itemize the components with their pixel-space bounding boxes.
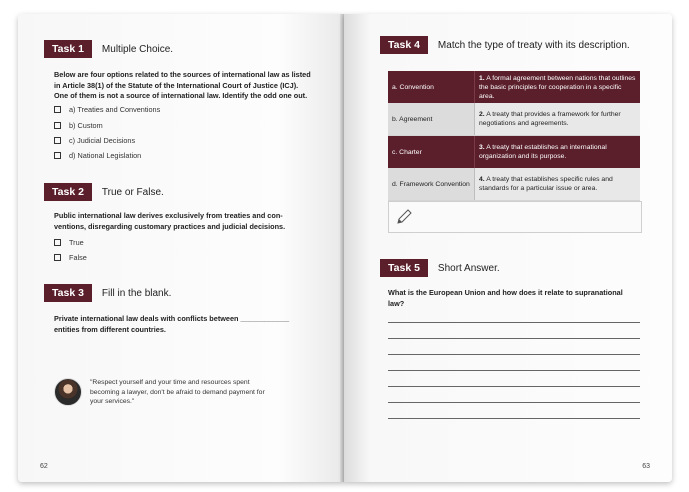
task2-prompt-line: Public international law derives exclusively from treaties and con- xyxy=(54,211,283,220)
task1-option-a[interactable] xyxy=(54,105,160,114)
pencil-icon xyxy=(395,208,413,226)
checkbox[interactable] xyxy=(54,152,61,159)
option-label: d) National Legislation xyxy=(69,151,142,160)
task1-title: Multiple Choice. xyxy=(101,43,174,55)
checkbox[interactable] xyxy=(54,254,61,261)
option-label: b) Custom xyxy=(69,121,103,130)
quote-line: "Respect yourself and your time and resources spent xyxy=(90,379,250,386)
desc-text: A treaty that establishes an international organization and its purpose. xyxy=(479,144,607,160)
task3-prompt-line: entities from different countries. xyxy=(54,324,166,334)
answer-line[interactable] xyxy=(388,418,640,419)
table-row xyxy=(388,71,640,103)
desc-number: 2. xyxy=(479,111,485,118)
right-page xyxy=(344,14,672,482)
task2-prompt-line: ventions, disregarding customary practices and judicial decisions. xyxy=(54,221,286,231)
desc-text: A treaty that provides a framework for further negotiations and agreements. xyxy=(479,111,621,127)
checkbox[interactable] xyxy=(54,106,61,113)
quote-line: becoming a lawyer, don't be afraid to demand payment for xyxy=(90,388,265,396)
page-number-left: 62 xyxy=(40,463,48,470)
term-cell: a. Convention xyxy=(388,71,475,103)
desc-cell xyxy=(475,136,641,169)
quote-text xyxy=(90,378,290,407)
task1-option-b[interactable] xyxy=(54,121,103,130)
task1-prompt xyxy=(54,70,334,102)
task2-badge: Task 2 xyxy=(44,183,92,201)
checkbox[interactable] xyxy=(54,137,61,144)
answer-line[interactable] xyxy=(388,370,640,371)
task1-option-d[interactable] xyxy=(54,151,141,160)
desc-cell xyxy=(475,71,641,103)
task5-title: Short Answer. xyxy=(437,262,500,274)
option-label: True xyxy=(69,238,84,247)
answer-line[interactable] xyxy=(388,402,640,403)
task1-badge: Task 1 xyxy=(44,40,92,58)
desc-cell xyxy=(475,103,641,136)
task1-prompt-line: Below are four options related to the sources of international law as listed xyxy=(54,70,311,79)
task4-title: Match the type of treaty with its description. xyxy=(437,39,630,51)
desc-number: 4. xyxy=(479,176,485,183)
task2-option-true[interactable] xyxy=(54,238,84,247)
term-cell: b. Agreement xyxy=(388,103,475,136)
table-row xyxy=(388,168,640,201)
task2-title: True or False. xyxy=(101,186,164,198)
checkbox[interactable] xyxy=(54,122,61,129)
table-row xyxy=(388,103,640,136)
desc-text: A formal agreement between nations that outlines the basic principles for cooperation in a specific area. xyxy=(479,74,636,100)
task2-header xyxy=(44,183,164,201)
term-cell: c. Charter xyxy=(388,136,475,169)
task1-prompt-line: One of them is not a source of international law. Identify the odd one out. xyxy=(54,91,308,100)
left-page xyxy=(18,14,344,482)
task3-prompt-line: Private international law deals with conflicts between ____________ xyxy=(54,314,290,323)
task1-option-c[interactable] xyxy=(54,136,135,145)
term-cell: d. Framework Convention xyxy=(388,168,475,201)
matching-table xyxy=(388,71,640,201)
task2-option-false[interactable] xyxy=(54,253,87,262)
option-label: False xyxy=(69,253,87,262)
answer-line[interactable] xyxy=(388,322,640,323)
quote-block xyxy=(54,378,290,407)
task3-badge: Task 3 xyxy=(44,284,92,302)
task4-header xyxy=(380,36,630,54)
option-label: a) Treaties and Conventions xyxy=(69,105,161,114)
answer-line[interactable] xyxy=(388,386,640,387)
task3-prompt xyxy=(54,314,334,335)
avatar xyxy=(54,378,82,406)
task5-badge: Task 5 xyxy=(380,259,428,277)
task3-header xyxy=(44,284,171,302)
task1-header xyxy=(44,40,173,58)
task5-prompt-line: What is the European Union and how does it relate to supranational xyxy=(388,288,623,297)
answer-area[interactable] xyxy=(388,201,642,233)
task5-header xyxy=(380,259,500,277)
desc-number: 3. xyxy=(479,144,485,151)
task4-badge: Task 4 xyxy=(380,36,428,54)
desc-cell xyxy=(475,168,641,201)
task5-prompt-line: law? xyxy=(388,298,405,308)
option-label: c) Judicial Decisions xyxy=(69,136,136,145)
task5-prompt xyxy=(388,288,648,309)
desc-number: 1. xyxy=(479,74,485,82)
checkbox[interactable] xyxy=(54,239,61,246)
task3-title: Fill in the blank. xyxy=(101,287,172,299)
task2-prompt xyxy=(54,211,334,232)
desc-text: A treaty that establishes specific rules and standards for a particular issue or area. xyxy=(479,176,613,192)
quote-line: your services." xyxy=(90,398,135,405)
answer-line[interactable] xyxy=(388,338,640,339)
answer-line[interactable] xyxy=(388,354,640,355)
task1-prompt-line: in Article 38(1) of the Statute of the International Court of Justice (ICJ). xyxy=(54,80,299,90)
page-number-right: 63 xyxy=(642,463,650,470)
table-row xyxy=(388,136,640,169)
